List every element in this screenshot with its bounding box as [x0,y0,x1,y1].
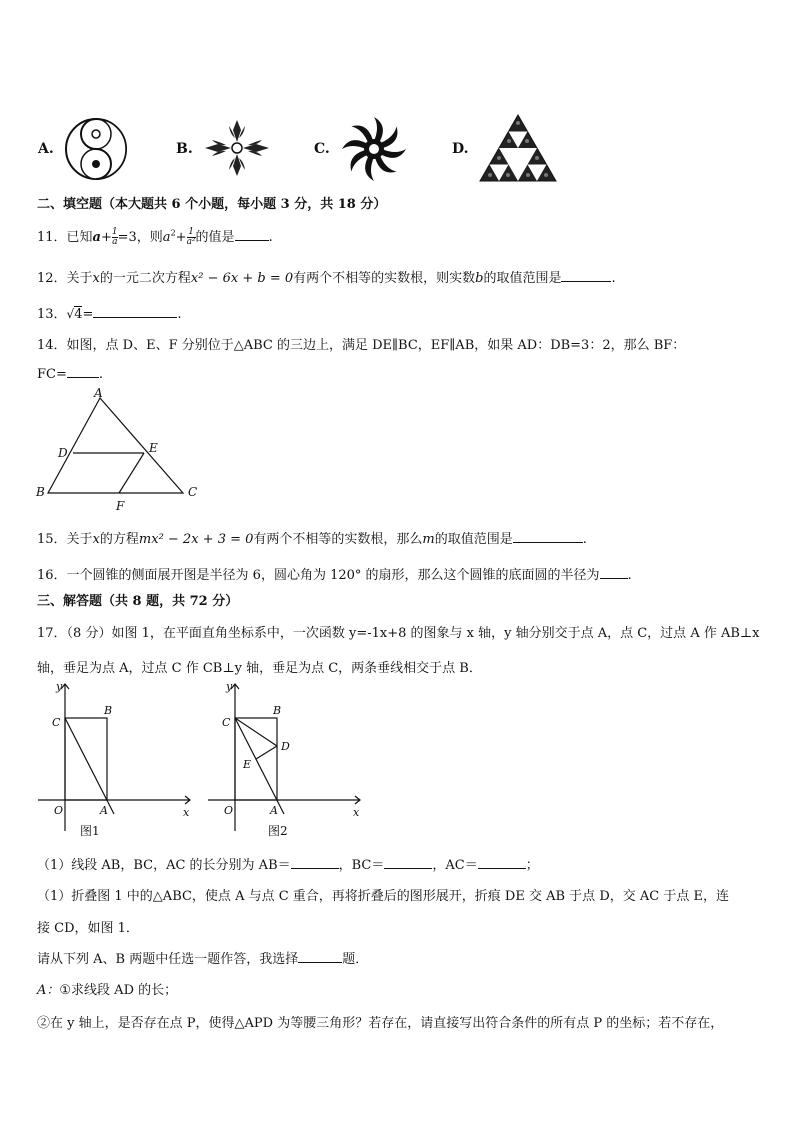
question-14-line-2: FC= . [37,367,103,382]
question-17-a-item-2: ②在 y 轴上，是否存在点 P，使得△APD 为等腰三角形？若存在，请直接写出符合条件的所有点 P 的坐标；若不存在， [37,1016,724,1031]
answer-blank-15[interactable] [513,531,583,543]
answer-blank-14[interactable] [67,366,99,378]
question-17-choose: 请从下列 A、B 两题中任选一题作答，我选择 题． [37,952,369,967]
question-16: 16．一个圆锥的侧面展开图是半径为 6，圆心角为 120° 的扇形，那么这个圆锥的底面圆的半径为 . [37,568,632,583]
fig2-x-label: x [353,806,360,819]
option-b-label: B. [176,141,193,157]
fig14-label-f: F [116,499,125,513]
fig1-x-label: x [183,806,190,819]
question-12: 12．关于x的一元二次方程x² − 6x + b = 0有两个不相等的实数根，则实数b的取值范围是 . [37,271,616,286]
answer-blank-16[interactable] [600,567,628,579]
question-17-a-item-1: A：①求线段 AD 的长； [37,983,178,998]
option-d-label: D. [452,141,469,157]
question-17-part-1: （1）线段 AB，BC，AC 的长分别为 AB＝ ，BC＝ ，AC＝ ； [37,858,539,873]
fig14-label-d: D [58,446,68,460]
section-3-heading: 三、解答题（共 8 题，共 72 分） [37,594,239,609]
fig1-label-b: B [104,704,113,717]
floral-cross-icon [202,118,272,178]
question-17-part-2-line-1: （1）折叠图 1 中的△ABC，使点 A 与点 C 重合，再将折叠后的图形展开，折痕 DE 交 AB 于点 D，交 AC 于点 E，连 [37,889,729,904]
option-c-label: C. [314,141,330,157]
fig2-label-c: C [222,716,231,729]
taiji-symbol-icon [64,117,128,181]
sierpinski-triangle-icon [478,113,558,183]
answer-blank-13[interactable] [93,306,177,318]
fig1-label-o: O [54,804,64,817]
answer-blank-choice[interactable] [298,951,342,963]
fig2-y-label: y [226,680,233,693]
answer-blank-bc[interactable] [384,857,432,869]
question-15: 15．关于x的方程mx² − 2x + 3 = 0有两个不相等的实数根，那么m的取值范围是 . [37,532,587,547]
question-17-line-2: 轴，垂足为点 A，过点 C 作 CB⊥y 轴，垂足为点 C，两条垂线相交于点 B． [37,661,482,676]
fig1-y-label: y [56,680,63,693]
answer-blank-ac[interactable] [478,857,526,869]
fig14-label-c: C [188,485,198,499]
answer-blank-12[interactable] [561,270,611,282]
fig2-label-b: B [273,704,282,717]
question-17-part-2-line-2: 接 CD，如图 1． [37,921,139,936]
fig2-label-o: O [224,804,234,817]
question-13: 13．√4= . [37,307,182,322]
pinwheel-flower-icon [340,115,408,183]
triangle-abc-figure [30,384,210,514]
fig14-label-b: B [36,485,45,499]
fig1-caption: 图1 [80,824,100,838]
figure-1 [30,676,200,840]
fig2-caption: 图2 [268,824,288,838]
fig2-label-a: A [270,804,278,817]
answer-blank-11[interactable] [235,229,269,241]
fig1-label-a: A [100,804,108,817]
question-11: 11．已知a+ $\frac{1}{a}$ =3，则$a^2+$ $\frac{1}{\text{a²}}$ 的值是 . [37,227,273,247]
section-2-heading: 二、填空题（本大题共 6 个小题，每小题 3 分，共 18 分） [37,197,387,212]
fig2-label-e: E [243,758,252,771]
fig2-label-d: D [281,740,290,753]
question-17-line-1: 17．（8 分）如图 1，在平面直角坐标系中，一次函数 y=-1x+8 的图象与 x 轴，y 轴分别交于点 A，点 C，过点 A 作 AB⊥x [37,626,760,641]
fig14-label-e: E [149,441,158,455]
fig14-label-a: A [94,386,103,400]
answer-blank-ab[interactable] [291,857,339,869]
fig1-label-c: C [52,716,61,729]
figure-2 [200,676,370,840]
question-14-line-1: 14．如图，点 D、E、F 分别位于△ABC 的三边上，满足 DE∥BC，EF∥AB，如果 AD：DB=3：2，那么 BF： [37,338,686,353]
option-a-label: A. [38,141,54,157]
